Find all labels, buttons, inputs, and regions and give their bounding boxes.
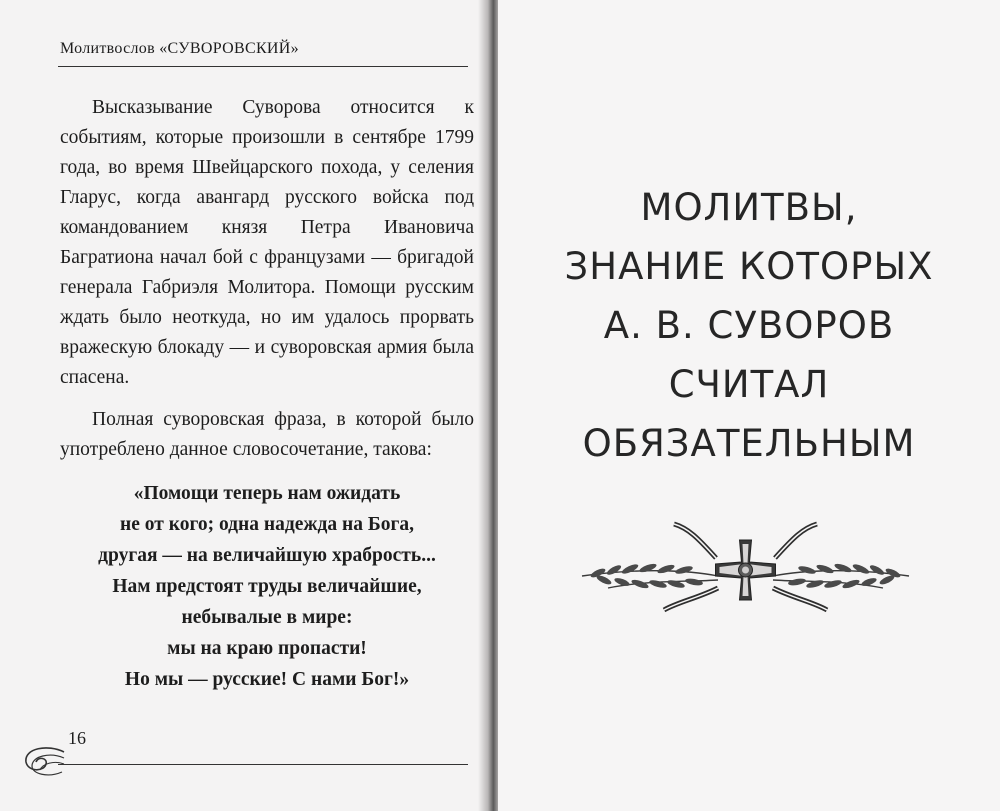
quote-line: Но мы — русские! С нами Бог!» <box>124 669 410 690</box>
paragraph-1: Высказывание Суворова относится к событиям, которые произошли в сентябре 1799 года, во время Швейцарского похода, у селения Гларус, когда авангард русского войска под командованием князя Петра Ивановича Багратиона начал бой с французами — бригадой генерала Габриэля Молитора. Помощи русским ждать было неоткуда, но им удалось прорвать вражескую блокаду — и суворовская армия была спасена. <box>60 97 474 388</box>
body-text <box>60 93 474 477</box>
title-line: МОЛИТВЫ, <box>640 186 858 229</box>
header-rule <box>58 66 468 67</box>
left-page <box>0 0 492 811</box>
page-number: 16 <box>68 728 86 748</box>
title-line: ЗНАНИЕ КОТОРЫХ <box>564 245 934 288</box>
flourish-icon <box>18 742 66 782</box>
quote-line: мы на краю пропасти! <box>167 638 367 659</box>
quote-line: Нам предстоят труды величайшие, <box>112 576 422 597</box>
chapter-title <box>498 178 1000 473</box>
right-page <box>498 0 1000 811</box>
cross-with-laurel-wreath-icon <box>578 518 913 613</box>
quote-line: «Помощи теперь нам ожидать <box>133 483 401 504</box>
title-line: СЧИТАЛ <box>668 363 830 406</box>
title-line: ОБЯЗАТЕЛЬНЫМ <box>582 422 916 465</box>
paragraph-2: Полная суворовская фраза, в которой было употреблено данное словосочетание, такова: <box>60 409 474 460</box>
running-header: Молитвослов «СУВОРОВСКИЙ» <box>60 40 299 57</box>
quote-line: другая — на величайшую храбрость... <box>98 545 436 566</box>
footer-rule <box>58 764 468 765</box>
quote-line: не от кого; одна надежда на Бога, <box>120 514 414 535</box>
title-line: А. В. СУВОРОВ <box>603 304 895 347</box>
quote-line: небывалые в мире: <box>181 607 353 628</box>
suvorov-quote <box>60 478 474 695</box>
